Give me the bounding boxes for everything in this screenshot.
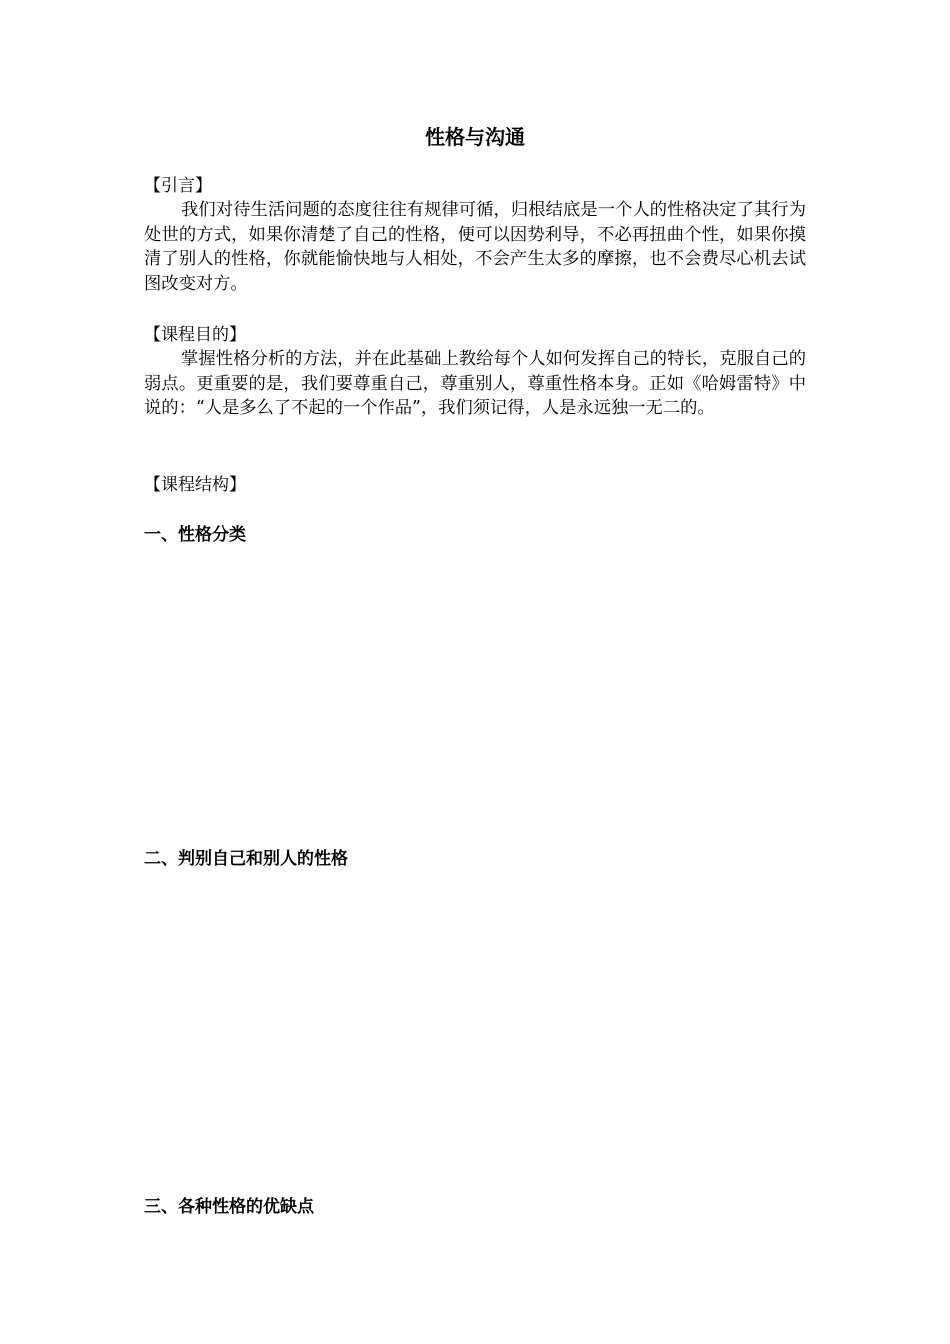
structure-section xyxy=(144,473,806,497)
structure-label: 【课程结构】 xyxy=(144,475,246,495)
document-title: 性格与沟通 xyxy=(425,125,525,149)
intro-section xyxy=(144,174,806,296)
intro-label: 【引言】 xyxy=(144,176,212,196)
section-heading-3: 三、各种性格的优缺点 xyxy=(144,1197,314,1217)
section-heading-2: 二、判别自己和别人的性格 xyxy=(144,849,348,869)
goal-label: 【课程目的】 xyxy=(144,325,246,345)
goal-paragraph: 掌握性格分析的方法，并在此基础上教给每个人如何发挥自己的特长，克服自己的弱点。更重要的是，我们要尊重自己，尊重别人，尊重性格本身。正如《哈姆雷特》中说的：“人是多么了不起的一个作品”，我们须记得，人是永远独一无二的。 xyxy=(144,349,806,418)
goal-section xyxy=(144,323,806,421)
section-heading-1: 一、性格分类 xyxy=(144,525,246,545)
intro-paragraph: 我们对待生活问题的态度往往有规律可循，归根结底是一个人的性格决定了其行为处世的方式，如果你清楚了自己的性格，便可以因势利导，不必再扭曲个性，如果你摸清了别人的性格，你就能愉快地与人相处，不会产生太多的摩擦，也不会费尽心机去试图改变对方。 xyxy=(144,200,806,294)
